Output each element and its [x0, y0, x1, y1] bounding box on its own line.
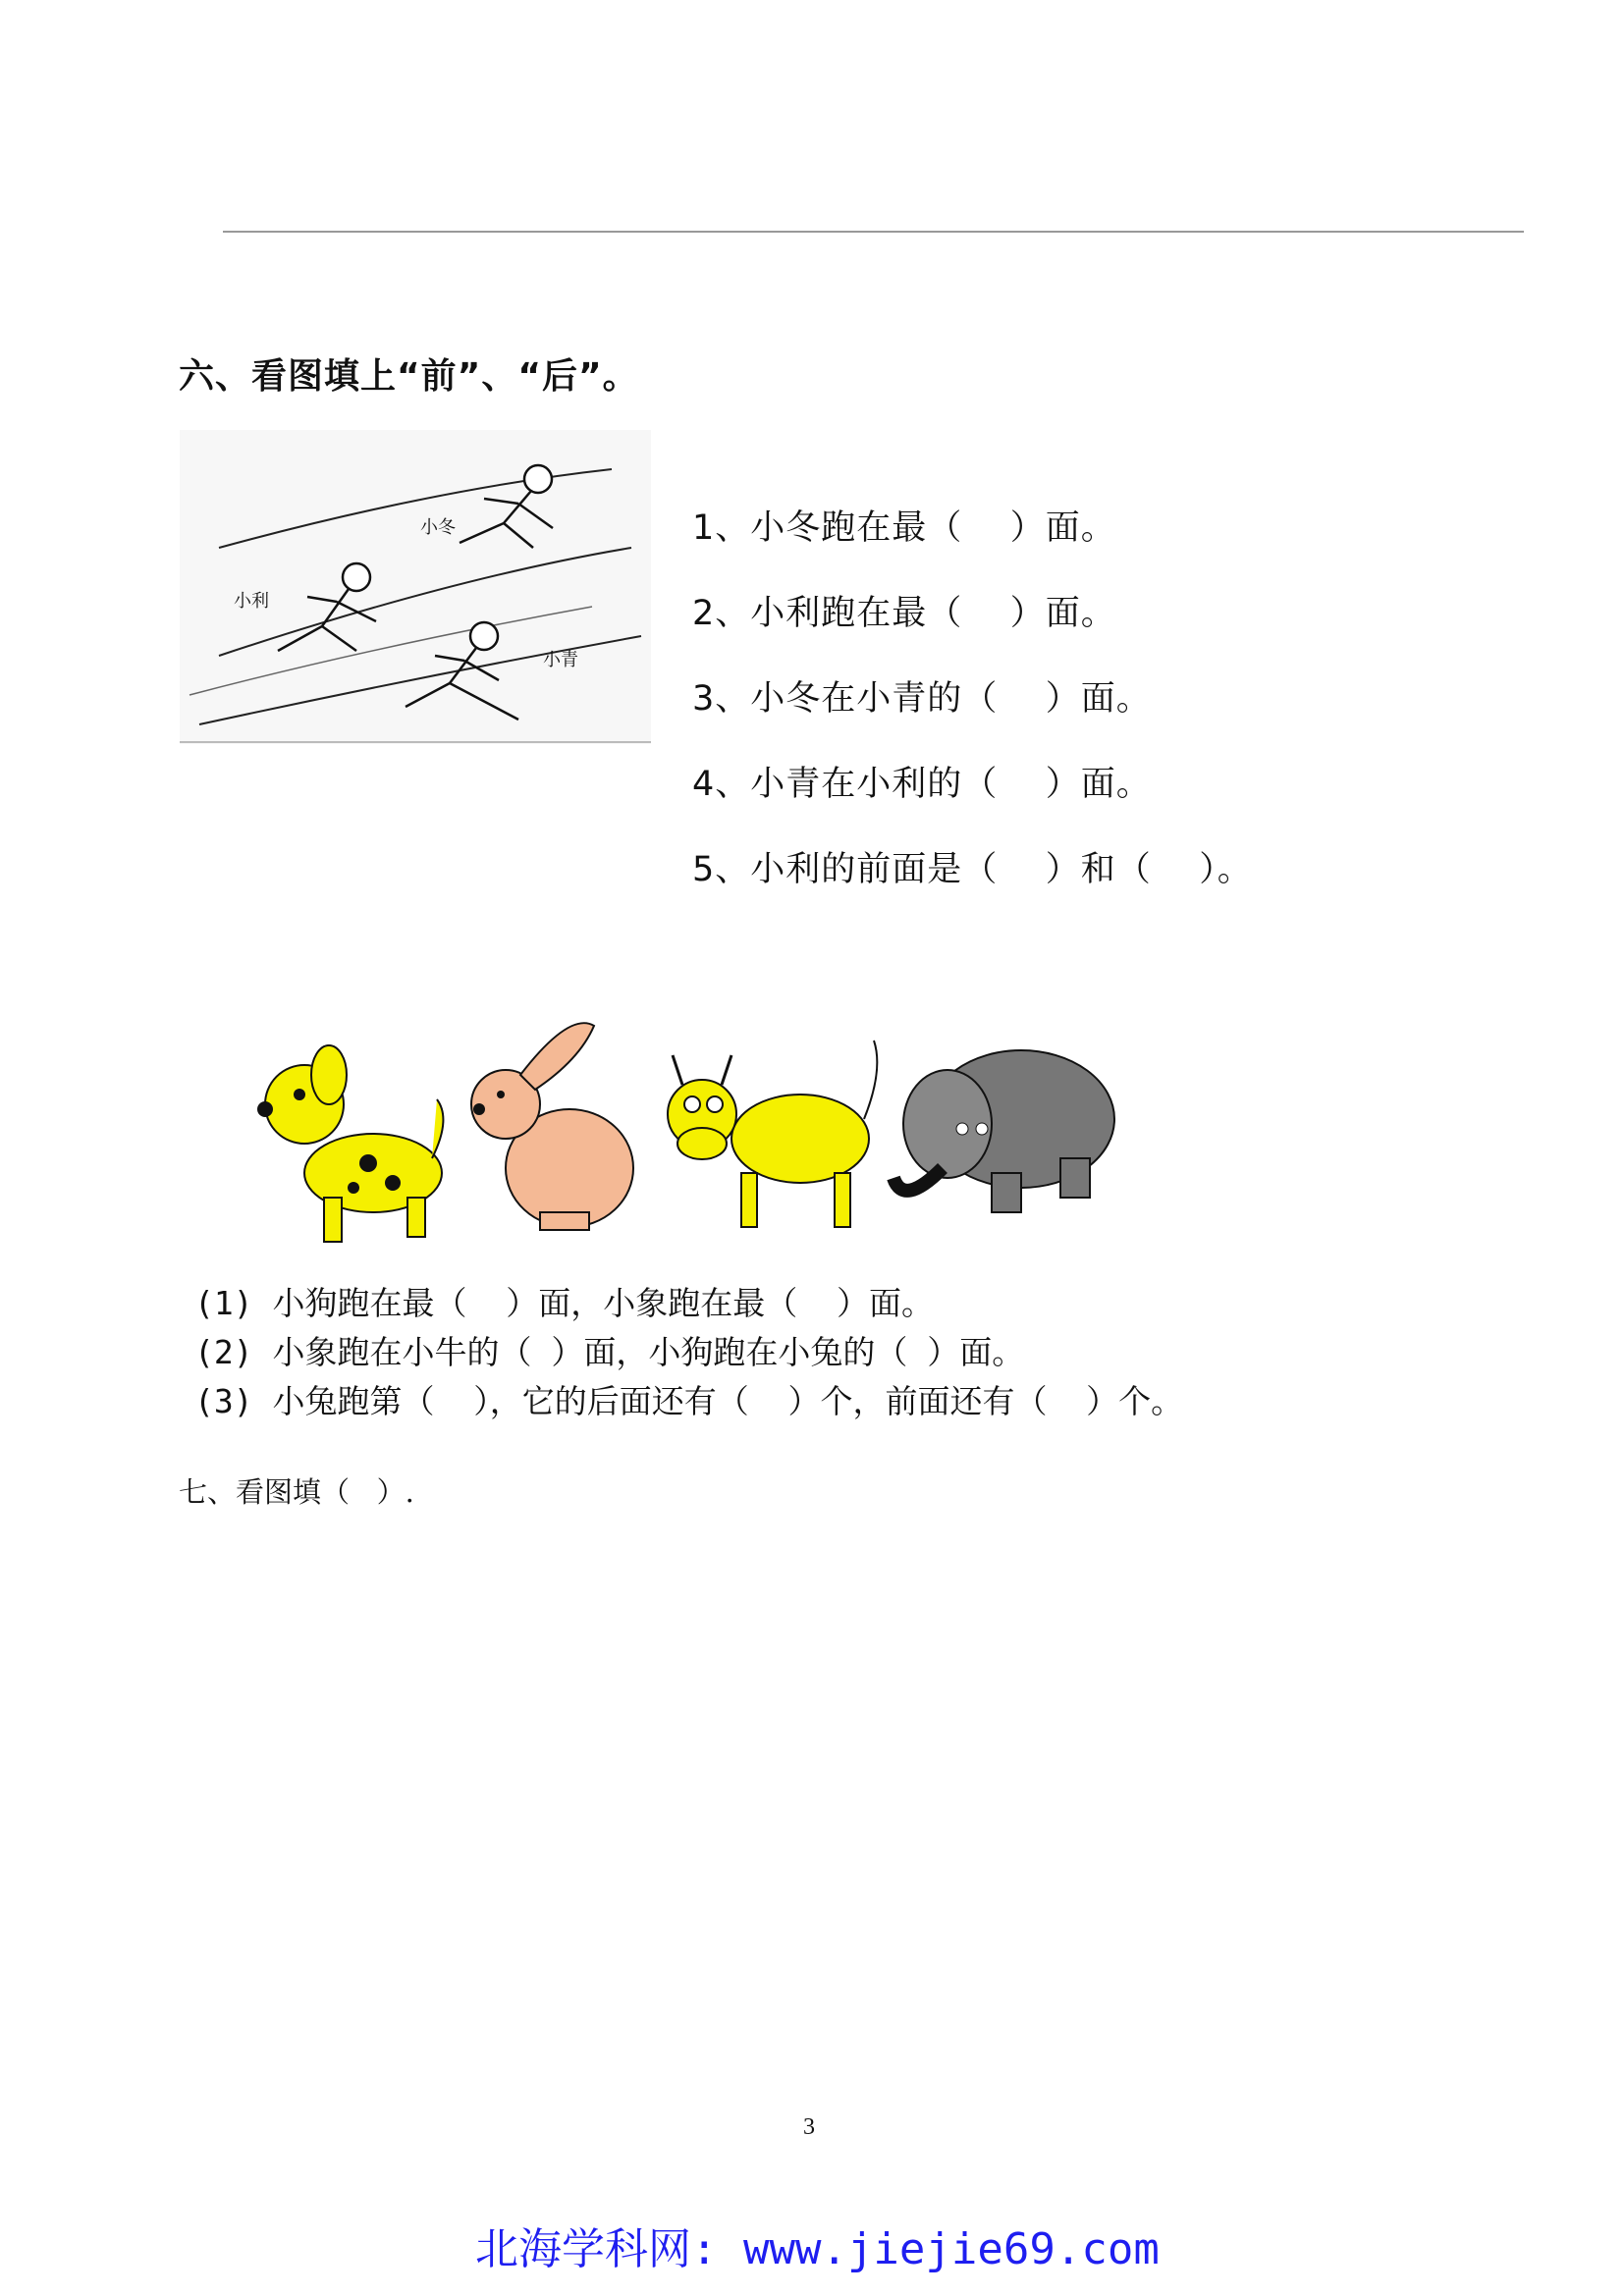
section-7-title: 七、看图填（ ）.	[179, 1475, 414, 1509]
animal-question-1: (1) 小狗跑在最（ ）面，小象跑在最（ ）面。	[194, 1284, 934, 1322]
question-2: 2、小利跑在最（ ）面。	[692, 594, 1116, 633]
animals-illustration	[236, 1001, 1139, 1256]
section-6-title: 六、看图填上“前”、“后”。	[179, 356, 639, 397]
label-xiaoqing: 小青	[543, 650, 578, 670]
dog-illustration	[257, 1045, 443, 1242]
question-4: 4、小青在小利的（ ）面。	[692, 765, 1152, 804]
question-3: 3、小冬在小青的（ ）面。	[692, 679, 1152, 719]
label-xiaodong: 小冬	[420, 517, 456, 538]
footer-watermark: 北海学科网: www.jiejie69.com	[475, 2224, 1160, 2274]
rabbit-illustration	[471, 1023, 633, 1230]
question-1: 1、小冬跑在最（ ）面。	[692, 508, 1116, 548]
cow-illustration	[668, 1041, 877, 1227]
label-xiaoli: 小利	[234, 591, 269, 612]
animal-question-2: (2) 小象跑在小牛的（ ）面，小狗跑在小兔的（ ）面。	[194, 1333, 1025, 1371]
question-5: 5、小利的前面是（ ）和（ ）。	[692, 850, 1253, 889]
animal-question-3: (3) 小兔跑第（ ），它的后面还有（ ）个，前面还有（ ）个。	[194, 1382, 1184, 1420]
race-illustration	[180, 430, 651, 744]
elephant-illustration	[893, 1050, 1114, 1212]
top-divider	[223, 231, 1524, 233]
page-number: 3	[803, 2114, 815, 2140]
